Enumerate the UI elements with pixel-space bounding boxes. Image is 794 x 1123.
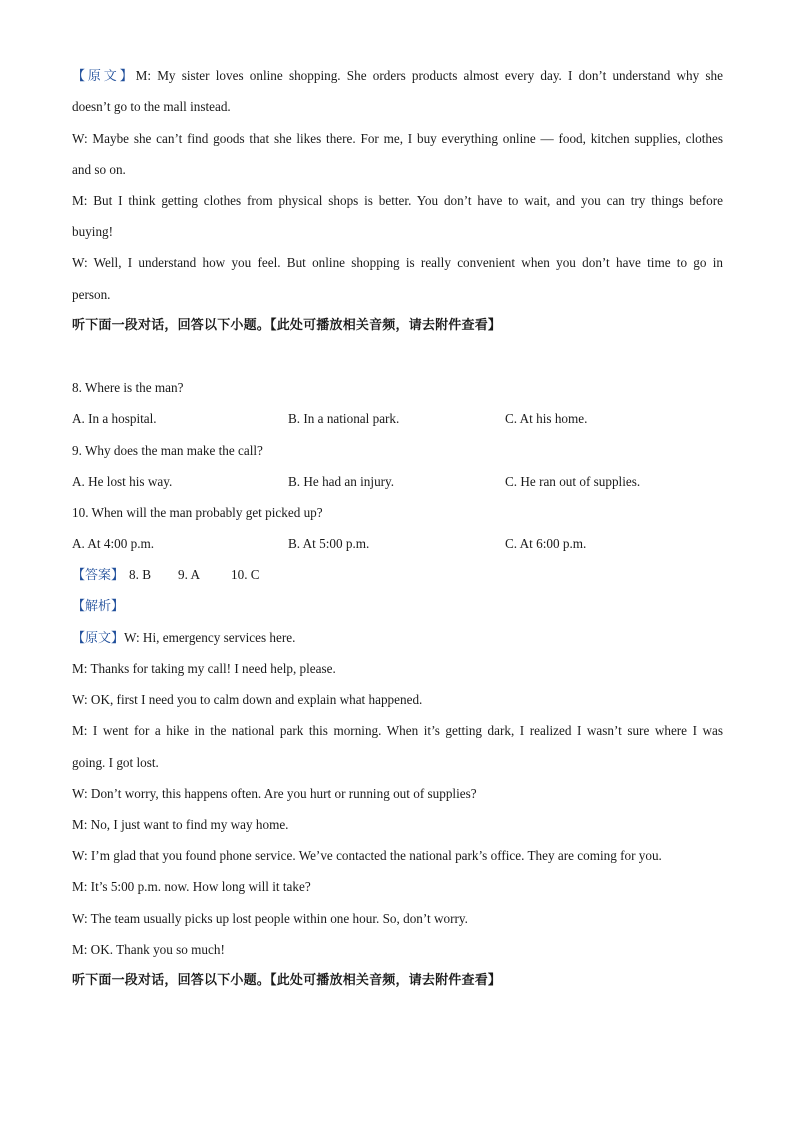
audio-instruction-2: 听下面一段对话，回答以下小题。【此处可播放相关音频，请去附件查看】 xyxy=(72,973,502,988)
original-text-label-2: 【原文】 xyxy=(72,631,125,646)
passage2-line-2: M: Thanks for taking my call! I need help, please. xyxy=(72,661,336,676)
passage1-line-8: person. xyxy=(72,287,111,302)
original-text-label: 【原文】 xyxy=(72,69,136,84)
answer-8: 8. B xyxy=(129,567,151,582)
passage2-line-11: M: OK. Thank you so much! xyxy=(72,942,225,957)
question-9: 9. Why does the man make the call? xyxy=(72,443,263,458)
q9-option-c: C. He ran out of supplies. xyxy=(505,474,641,489)
passage1-line-4: and so on. xyxy=(72,162,126,177)
passage1-line-6: buying! xyxy=(72,224,114,239)
passage2-text-1: W: Hi, emergency services here. xyxy=(124,630,296,645)
passage2-line-10: W: The team usually picks up lost people within one hour. So, don’t worry. xyxy=(72,911,468,926)
passage2-line-4: M: I went for a hike in the national park this morning. When it’s getting dark, I realized I wasn’t sure where I was xyxy=(72,723,723,738)
question-10: 10. When will the man probably get picked up? xyxy=(72,505,323,520)
q10-option-a: A. At 4:00 p.m. xyxy=(72,536,155,551)
answer-row xyxy=(72,566,124,585)
passage1-line-2: doesn’t go to the mall instead. xyxy=(72,99,231,114)
passage2-line-1 xyxy=(72,629,723,648)
analysis-label: 【解析】 xyxy=(72,599,125,614)
q10-option-b: B. At 5:00 p.m. xyxy=(288,536,370,551)
passage2-line-7: M: No, I just want to find my way home. xyxy=(72,817,289,832)
passage1-line-5: M: But I think getting clothes from physical shops is better. You don’t have to wait, and you can try things before xyxy=(72,193,723,208)
answer-10: 10. C xyxy=(231,567,260,582)
q8-option-b: B. In a national park. xyxy=(288,411,400,426)
passage2-line-3: W: OK, first I need you to calm down and explain what happened. xyxy=(72,692,423,707)
passage2-line-6: W: Don’t worry, this happens often. Are you hurt or running out of supplies? xyxy=(72,786,477,801)
answer-9: 9. A xyxy=(178,567,200,582)
q10-option-c: C. At 6:00 p.m. xyxy=(505,536,587,551)
passage1-line-1 xyxy=(72,67,723,86)
audio-instruction-1: 听下面一段对话，回答以下小题。【此处可播放相关音频，请去附件查看】 xyxy=(72,318,502,333)
analysis-heading xyxy=(72,597,723,616)
passage1-line-7: W: Well, I understand how you feel. But online shopping is really convenient when you don’t have time to go in xyxy=(72,255,723,270)
answer-label: 【答案】 xyxy=(72,568,125,583)
passage2-line-5: going. I got lost. xyxy=(72,755,159,770)
passage2-line-8: W: I’m glad that you found phone service. We’ve contacted the national park’s office. They are coming for you. xyxy=(72,848,662,863)
q8-option-a: A. In a hospital. xyxy=(72,411,157,426)
passage1-text: M: My sister loves online shopping. She orders products almost every day. I don’t understand why she xyxy=(135,68,723,83)
q9-option-a: A. He lost his way. xyxy=(72,474,173,489)
question-8: 8. Where is the man? xyxy=(72,380,184,395)
q8-option-c: C. At his home. xyxy=(505,411,588,426)
passage1-line-3: W: Maybe she can’t find goods that she likes there. For me, I buy everything online — food, kitchen supplies, clothes xyxy=(72,131,723,146)
passage2-line-9: M: It’s 5:00 p.m. now. How long will it take? xyxy=(72,879,311,894)
q9-option-b: B. He had an injury. xyxy=(288,474,395,489)
